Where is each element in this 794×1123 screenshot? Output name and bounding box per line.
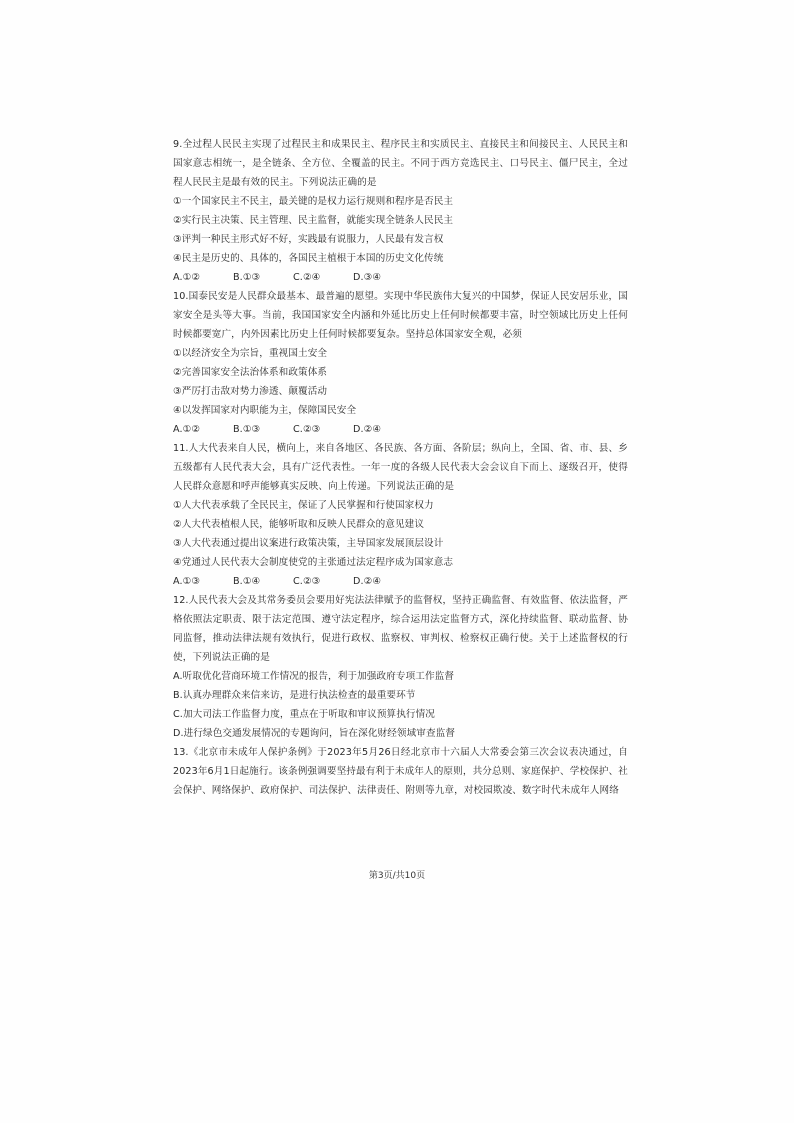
question-10 bbox=[173, 287, 628, 439]
option-b: B.①③ bbox=[233, 272, 261, 283]
answer-choice-c: C.加大司法工作监督力度，重点在于听取和审议预算执行情况 bbox=[173, 709, 435, 720]
statement-item: ④以发挥国家对内职能为主，保障国民安全 bbox=[173, 405, 357, 416]
option-a: A.①② bbox=[173, 272, 201, 283]
statement-item: ④民主是历史的、具体的，各国民主植根于本国的历史文化传统 bbox=[173, 253, 444, 264]
page-number: 第3页/共10页 bbox=[368, 871, 426, 881]
statement-item: ②完善国家安全法治体系和政策体系 bbox=[173, 367, 328, 378]
option-a: A.①② bbox=[173, 424, 201, 435]
statement-item: ①人大代表承载了全民民主，保证了人民掌握和行使国家权力 bbox=[173, 500, 434, 511]
question-stem: 10.国泰民安是人民群众最基本、最普遍的愿望。实现中华民族伟大复兴的中国梦，保证人民安居乐业，国家安全是头等大事。当前，我国国家安全内涵和外延比历史上任何时候都要丰富，时空领域比历史上任何时候都要宽广，内外因素比历史上任何时候都要复杂。坚持总体国家安全观，必须 bbox=[173, 291, 628, 340]
answer-choice-b: B.认真办理群众来信来访，是进行执法检查的最重要环节 bbox=[173, 690, 416, 701]
statement-item: ③人大代表通过提出议案进行政策决策，主导国家发展顶层设计 bbox=[173, 538, 444, 549]
statement-item: ②人大代表植根人民，能够听取和反映人民群众的意见建议 bbox=[173, 519, 425, 530]
question-stem: 9.全过程人民民主实现了过程民主和成果民主、程序民主和实质民主、直接民主和间接民主、人民民主和国家意志相统一，是全链条、全方位、全覆盖的民主。不同于西方竞选民主、口号民主、僵尸民主，全过程人民民主是最有效的民主。下列说法正确的是 bbox=[173, 139, 628, 188]
option-b: B.①③ bbox=[233, 424, 261, 435]
statement-item: ①一个国家民主不民主，最关键的是权力运行规则和程序是否民主 bbox=[173, 196, 454, 207]
question-11 bbox=[173, 439, 628, 591]
option-b: B.①④ bbox=[233, 576, 261, 587]
question-stem: 11.人大代表来自人民，横向上，来自各地区、各民族、各方面、各阶层；纵向上，全国、省、市、县、乡五级都有人民代表大会，具有广泛代表性。一年一度的各级人民代表大会会议自下而上、逐级召开，使得人民群众意愿和呼声能够真实反映、向上传递。下列说法正确的是 bbox=[173, 443, 628, 492]
question-9 bbox=[173, 135, 628, 287]
option-a: A.①③ bbox=[173, 576, 201, 587]
statement-item: ③评判一种民主形式好不好，实践最有说服力，人民最有发言权 bbox=[173, 234, 444, 245]
statement-item: ③严厉打击敌对势力渗透、颠覆活动 bbox=[173, 386, 328, 397]
question-content bbox=[173, 135, 628, 800]
statement-item: ②实行民主决策、民主管理、民主监督，就能实现全链条人民民主 bbox=[173, 215, 454, 226]
statement-item: ④党通过人民代表大会制度使党的主张通过法定程序成为国家意志 bbox=[173, 557, 454, 568]
option-c: C.②③ bbox=[293, 424, 321, 435]
answer-choice-a: A.听取优化营商环境工作情况的报告，利于加强政府专项工作监督 bbox=[173, 671, 455, 682]
question-13 bbox=[173, 743, 628, 800]
option-c: C.②③ bbox=[293, 576, 321, 587]
answer-options bbox=[173, 420, 628, 439]
option-c: C.②④ bbox=[293, 272, 321, 283]
question-12 bbox=[173, 591, 628, 743]
answer-options bbox=[173, 268, 628, 287]
option-d: D.③④ bbox=[353, 272, 382, 283]
question-stem: 12.人民代表大会及其常务委员会要用好宪法法律赋予的监督权，坚持正确监督、有效监督、依法监督，严格依照法定职责、限于法定范围、遵守法定程序，综合运用法定监督方式，深化持续监督、联动监督、协同监督，推动法律法规有效执行，促进行政权、监察权、审判权、检察权正确行使。关于上述监督权的行使，下列说法正确的是 bbox=[173, 595, 628, 663]
option-d: D.②④ bbox=[353, 576, 382, 587]
answer-options bbox=[173, 572, 628, 591]
question-stem: 13.《北京市未成年人保护条例》于2023年5月26日经北京市十六届人大常委会第三次会议表决通过，自2023年6月1日起施行。该条例强调要坚持最有利于未成年人的原则，共分总则、家庭保护、学校保护、社会保护、网络保护、政府保护、司法保护、法律责任、附则等九章，对校园欺凌、数字时代未成年人网络 bbox=[173, 747, 628, 796]
option-d: D.②④ bbox=[353, 424, 382, 435]
answer-choice-d: D.进行绿色交通发展情况的专题询问，旨在深化财经领域审查监督 bbox=[173, 728, 456, 739]
statement-item: ①以经济安全为宗旨，重视国土安全 bbox=[173, 348, 328, 359]
